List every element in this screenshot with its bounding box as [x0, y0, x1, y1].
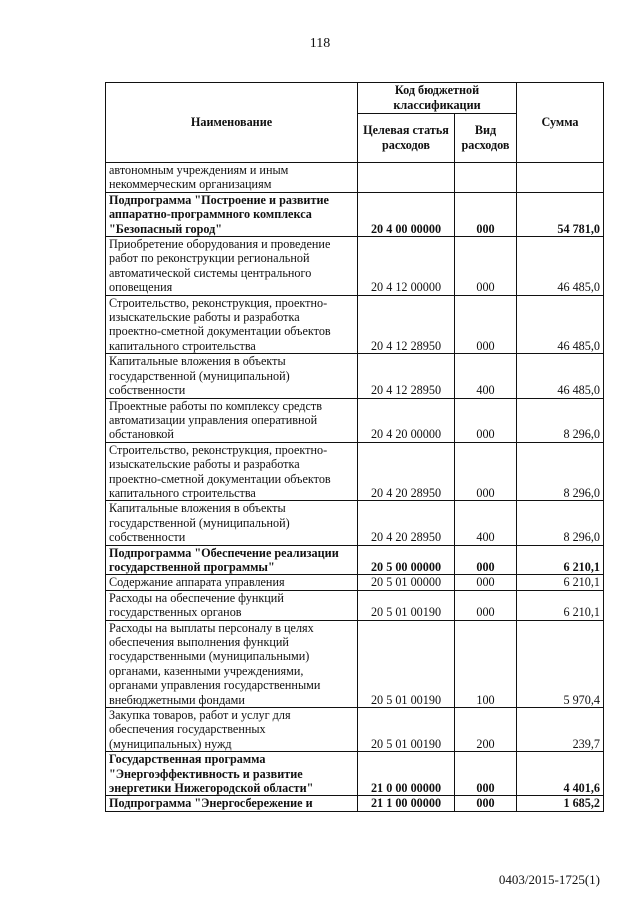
- header-expense-type: Вид расходов: [455, 114, 517, 163]
- row-code: 20 5 01 00190: [358, 620, 455, 707]
- row-name: Строительство, реконструкция, проектно-изыскательские работы и разработка проектно-сметной документации объектов капитального строительства: [106, 295, 358, 354]
- header-classification: Код бюджетной классификации: [358, 83, 517, 114]
- header-target-article: Целевая статья расходов: [358, 114, 455, 163]
- row-code: 20 4 20 28950: [358, 442, 455, 501]
- row-code: 20 5 00 00000: [358, 545, 455, 575]
- document-code: 0403/2015-1725(1): [498, 872, 600, 887]
- row-name: Расходы на выплаты персоналу в целях обеспечения выполнения функций государственными (муниципальными) органами, казенными учреждениями, органами управления государственными внебюджетными фондами: [106, 620, 358, 707]
- row-code: 20 5 01 00000: [358, 575, 455, 590]
- page-number: 118: [309, 36, 331, 51]
- row-kind: 000: [455, 398, 517, 442]
- table-row: [106, 501, 604, 545]
- row-sum: 8 296,0: [517, 398, 604, 442]
- row-name: Подпрограмма "Энергосбережение и: [106, 796, 358, 811]
- row-sum: 239,7: [517, 708, 604, 752]
- table-row: [106, 398, 604, 442]
- header-name: Наименование: [106, 83, 358, 163]
- row-kind: 000: [455, 575, 517, 590]
- row-kind: 000: [455, 192, 517, 236]
- row-code: 20 5 01 00190: [358, 708, 455, 752]
- row-code: 20 4 20 28950: [358, 501, 455, 545]
- table-row: [106, 192, 604, 236]
- row-kind: 200: [455, 708, 517, 752]
- row-name: автономным учреждениям и иным некоммерческим организациям: [106, 163, 358, 193]
- row-sum: 8 296,0: [517, 442, 604, 501]
- row-code: 21 1 00 00000: [358, 796, 455, 811]
- row-sum: 6 210,1: [517, 545, 604, 575]
- row-sum: 46 485,0: [517, 295, 604, 354]
- row-sum: 46 485,0: [517, 354, 604, 398]
- table-row: [106, 575, 604, 590]
- row-kind: [455, 163, 517, 193]
- table-row: [106, 752, 604, 796]
- row-sum: 4 401,6: [517, 752, 604, 796]
- row-code: 20 4 12 00000: [358, 237, 455, 296]
- table-row: [106, 708, 604, 752]
- row-kind: 000: [455, 237, 517, 296]
- row-name: Подпрограмма "Обеспечение реализации государственной программы": [106, 545, 358, 575]
- row-name: Капитальные вложения в объекты государственной (муниципальной) собственности: [106, 354, 358, 398]
- budget-table: [105, 82, 604, 812]
- table-row: [106, 295, 604, 354]
- row-kind: 400: [455, 501, 517, 545]
- row-code: 20 4 20 00000: [358, 398, 455, 442]
- row-name: Содержание аппарата управления: [106, 575, 358, 590]
- row-kind: 000: [455, 442, 517, 501]
- row-name: Строительство, реконструкция, проектно-изыскательские работы и разработка проектно-сметной документации объектов капитального строительства: [106, 442, 358, 501]
- row-name: Капитальные вложения в объекты государственной (муниципальной) собственности: [106, 501, 358, 545]
- row-name: Проектные работы по комплексу средств автоматизации управления оперативной обстановкой: [106, 398, 358, 442]
- row-code: 21 0 00 00000: [358, 752, 455, 796]
- table-row: [106, 442, 604, 501]
- row-code: [358, 163, 455, 193]
- row-sum: 6 210,1: [517, 590, 604, 620]
- row-sum: 46 485,0: [517, 237, 604, 296]
- row-code: 20 5 01 00190: [358, 590, 455, 620]
- row-name: Приобретение оборудования и проведение работ по реконструкции региональной автоматической системы центрального оповещения: [106, 237, 358, 296]
- table-body: [106, 163, 604, 812]
- header-sum: Сумма: [517, 83, 604, 163]
- row-kind: 000: [455, 295, 517, 354]
- row-kind: 000: [455, 590, 517, 620]
- table-row: [106, 237, 604, 296]
- table-row: [106, 796, 604, 811]
- row-name: Подпрограмма "Построение и развитие аппаратно-программного комплекса "Безопасный город": [106, 192, 358, 236]
- row-kind: 400: [455, 354, 517, 398]
- row-name: Государственная программа "Энергоэффективность и развитие энергетики Нижегородской области": [106, 752, 358, 796]
- row-sum: 5 970,4: [517, 620, 604, 707]
- row-kind: 100: [455, 620, 517, 707]
- table-row: [106, 620, 604, 707]
- row-sum: 54 781,0: [517, 192, 604, 236]
- row-sum: 1 685,2: [517, 796, 604, 811]
- row-kind: 000: [455, 752, 517, 796]
- row-code: 20 4 00 00000: [358, 192, 455, 236]
- row-name: Закупка товаров, работ и услуг для обеспечения государственных (муниципальных) нужд: [106, 708, 358, 752]
- row-sum: 8 296,0: [517, 501, 604, 545]
- row-kind: 000: [455, 545, 517, 575]
- table-row: [106, 163, 604, 193]
- table-row: [106, 354, 604, 398]
- row-sum: 6 210,1: [517, 575, 604, 590]
- table-row: [106, 590, 604, 620]
- row-sum: [517, 163, 604, 193]
- row-code: 20 4 12 28950: [358, 295, 455, 354]
- table-row: [106, 545, 604, 575]
- row-name: Расходы на обеспечение функций государственных органов: [106, 590, 358, 620]
- row-kind: 000: [455, 796, 517, 811]
- row-code: 20 4 12 28950: [358, 354, 455, 398]
